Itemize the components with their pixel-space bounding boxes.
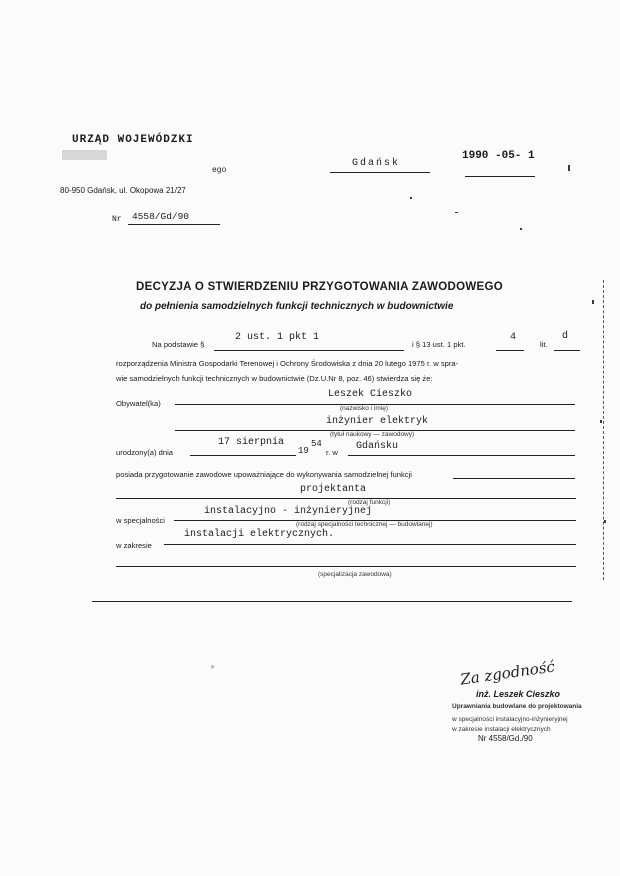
- basis-paragraph: 2 ust. 1 pkt 1: [235, 332, 320, 343]
- citizen-name: Leszek Cieszko: [328, 389, 413, 400]
- born-year-label: r. w: [326, 448, 338, 457]
- birthplace-underline: [348, 455, 575, 456]
- born-year-suffix: 54: [311, 439, 322, 449]
- scan-speck: [410, 197, 412, 199]
- office-address: 80-950 Gdańsk, ul. Okopowa 21/27: [60, 186, 186, 195]
- function-caption: (rodzaj funkcji): [348, 499, 391, 506]
- scan-speck: [520, 228, 522, 230]
- number-value: 4558/Gd/90: [132, 211, 190, 222]
- basis-line3: wie samodzielnych funkcji technicznych w budownictwie (Dz.U.Nr 8, poz. 46) stwierdza się że:: [116, 374, 433, 383]
- faint-stamp-ghost: ●: [210, 662, 215, 671]
- certification-line1: Uprawniania budowlane do projektowania: [452, 703, 582, 710]
- basis-lit-label: lit.: [540, 340, 548, 349]
- place-underline: [330, 172, 430, 173]
- place: Gdańsk: [352, 158, 401, 169]
- basis-para-underline: [214, 350, 404, 351]
- statement-underline: [453, 478, 575, 479]
- certification-signature: Za zgodność: [459, 657, 556, 689]
- basis-mid: i § 13 ust. 1 pkt.: [412, 340, 466, 349]
- specialty-value: instalacyjno - inżynieryjnej: [204, 506, 373, 517]
- issue-date: 1990 -05- 1: [462, 150, 535, 162]
- citizen-name-caption: (nazwisko i imię): [340, 405, 389, 412]
- scope-label: w zakresie: [116, 541, 152, 550]
- scan-speck: [604, 520, 606, 523]
- closing-rule: [92, 601, 572, 602]
- office-name: URZĄD WOJEWÓDZKI: [72, 134, 194, 146]
- born-year-prefix: 19: [298, 446, 309, 456]
- decision-title: DECYZJA O STWIERDZENIU PRZYGOTOWANIA ZAWODOWEGO: [136, 281, 503, 293]
- scan-speck: [455, 212, 458, 213]
- birthplace: Gdańsku: [356, 441, 399, 452]
- scope-underline-2: [116, 566, 576, 567]
- qualification-statement: posiada przygotowanie zawodowe upoważniające do wykonywania samodzielnej funkcji: [116, 470, 412, 479]
- basis-lit-underline: [554, 350, 580, 351]
- decision-subtitle: do pełnienia samodzielnych funkcji technicznych w budownictwie: [140, 301, 454, 312]
- scan-edge: [603, 280, 604, 580]
- scan-speck: [600, 420, 602, 423]
- scan-speck: [592, 300, 594, 304]
- certification-line2: w specjalności instalacyjno-inżynieryjnej: [452, 716, 568, 723]
- scope-value: instalacji elektrycznych.: [184, 529, 335, 540]
- function-underline: [116, 498, 576, 499]
- certification-name: inż. Leszek Cieszko: [476, 689, 561, 699]
- scan-speck: [568, 165, 570, 171]
- basis-line2: rozporządzenia Ministra Gospodarki Terenowej i Ochrony Środowiska z dnia 20 lutego 1975 r. w spra-: [116, 359, 459, 368]
- born-date: 17 sierpnia: [218, 437, 285, 448]
- function-value: projektanta: [300, 484, 367, 495]
- scope-underline: [164, 544, 576, 545]
- scope-caption: (specjalizacja zawodowa): [318, 571, 392, 578]
- office-dept: ego: [212, 166, 227, 175]
- certification-line3: w zakresie instalacji elektrycznych: [452, 726, 551, 733]
- number-label: Nr: [112, 215, 122, 224]
- number-underline: [128, 224, 220, 225]
- certification-number: Nr 4558/Gd./90: [478, 734, 533, 743]
- citizen-title-caption: (tytuł naukowy — zawodowy): [330, 431, 415, 438]
- born-label: urodzony(a) dnia: [116, 448, 173, 457]
- citizen-title: inżynier elektryk: [326, 416, 429, 427]
- specialty-caption: (rodzaj specjalności technicznej — budowlanej): [296, 521, 433, 528]
- citizen-label: Obywatel(ka): [116, 399, 161, 408]
- basis-prefix: Na podstawie §: [152, 340, 205, 349]
- redacted-block: [62, 150, 107, 160]
- basis-lit: d: [562, 331, 569, 342]
- born-date-underline: [190, 455, 296, 456]
- specialty-label: w specjalności: [116, 516, 165, 525]
- basis-pkt-underline: [496, 350, 524, 351]
- date-underline: [465, 176, 535, 177]
- basis-pkt: 4: [510, 332, 517, 343]
